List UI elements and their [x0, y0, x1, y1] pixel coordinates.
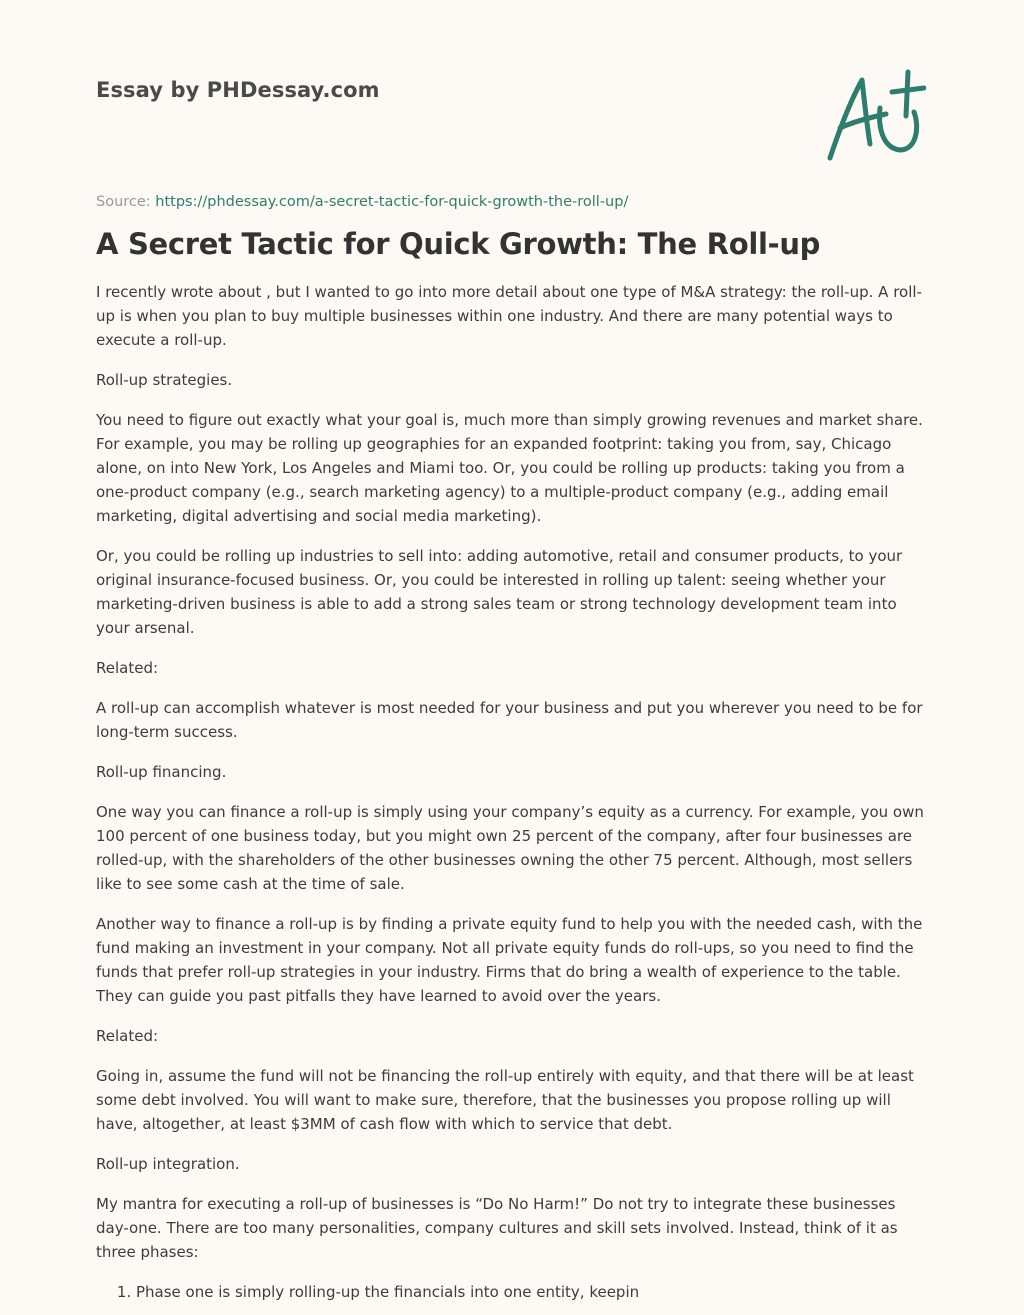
phase-list [96, 1280, 932, 1304]
source-link[interactable]: https://phdessay.com/a-secret-tactic-for-quick-growth-the-roll-up/ [155, 194, 629, 210]
section-heading-integration: Roll-up integration. [96, 1155, 240, 1173]
site-title: Essay by PHDessay.com [96, 78, 380, 102]
paragraph: I recently wrote about , but I wanted to go into more detail about one type of M&A strategy: the roll-up. A roll-up is when you plan to buy multiple businesses within one industry. And there are many potential ways to execute a roll-up. [96, 283, 922, 349]
document-header [96, 72, 796, 210]
paragraph: One way you can finance a roll-up is simply using your company’s equity as a currency. For example, you own 100 percent of one business today, but you might own 25 percent of the company, after four businesses are rolled-up, with the shareholders of the other businesses owning the other 75 percent. Although, most sellers like to see some cash at the time of sale. [96, 803, 924, 893]
paragraph: Going in, assume the fund will not be financing the roll-up entirely with equity, and that there will be at least some debt involved. You will want to make sure, therefore, that the businesses you propose rolling up will have, altogether, at least $3MM of cash flow with which to service that debt. [96, 1067, 914, 1133]
article-title: A Secret Tactic for Quick Growth: The Roll-up [96, 227, 821, 261]
related-label: Related: [96, 1027, 159, 1045]
paragraph: Or, you could be rolling up industries to sell into: adding automotive, retail and consumer products, to your original insurance-focused business. Or, you could be interested in rolling up talent: seeing whether your marketing-driven business is able to add a strong sales team or strong technology development team into your arsenal. [96, 547, 903, 637]
source-line [96, 194, 628, 210]
a-plus-logo [822, 68, 926, 164]
paragraph: Another way to finance a roll-up is by finding a private equity fund to help you with the needed cash, with the fund making an investment in your company. Not all private equity funds do roll-ups, so you need to find the funds that prefer roll-up strategies in your industry. Firms that do bring a wealth of experience to the table. They can guide you past pitfalls they have learned to avoid over the years. [96, 915, 923, 1005]
paragraph: My mantra for executing a roll-up of businesses is “Do No Harm!” Do not try to integrate these businesses day-one. There are too many personalities, company cultures and skill sets involved. Instead, think of it as three phases: [96, 1195, 898, 1261]
related-label: Related: [96, 659, 159, 677]
source-label: Source: [96, 194, 156, 210]
paragraph: A roll-up can accomplish whatever is most needed for your business and put you wherever you need to be for long-term success. [96, 699, 923, 741]
section-heading-strategies: Roll-up strategies. [96, 371, 233, 389]
article [96, 224, 932, 1304]
paragraph: You need to figure out exactly what your goal is, much more than simply growing revenues and market share. For example, you may be rolling up geographies for an expanded footprint: taking you from, say, Chicago alone, on into New York, Los Angeles and Miami too. Or, you could be rolling up products: taking you from a one-product company (e.g., search marketing agency) to a multiple-product company (e.g., adding email marketing, digital advertising and social media marketing). [96, 411, 923, 525]
list-item: 1. Phase one is simply rolling-up the financials into one entity, keepin [136, 1280, 932, 1304]
section-heading-financing: Roll-up financing. [96, 763, 227, 781]
